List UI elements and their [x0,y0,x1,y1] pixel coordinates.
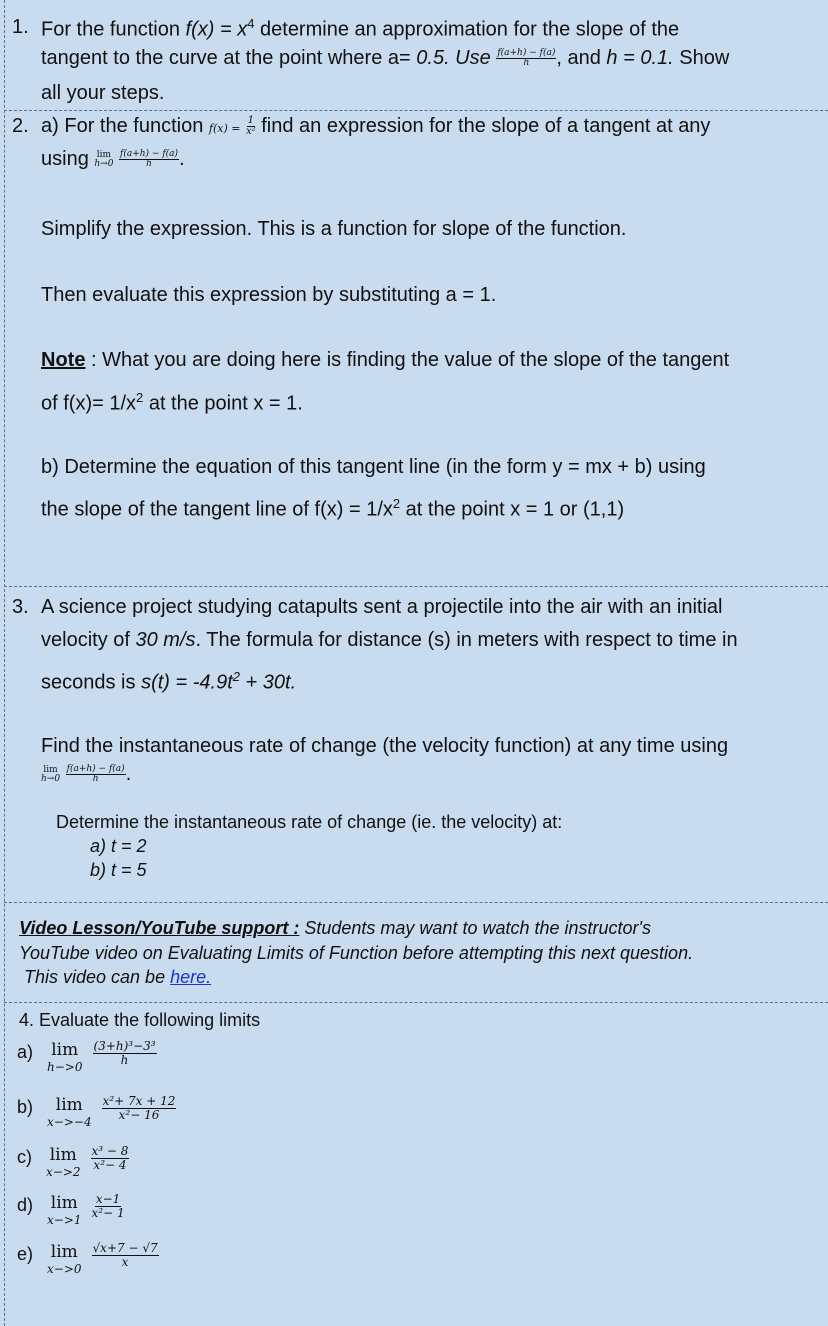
video-line3: This video can be here. [24,967,212,987]
video-line2: YouTube video on Evaluating Limits of Function before attempting this next question. [19,943,694,963]
divider-q2 [4,586,828,587]
limit-label: e) [17,1244,34,1264]
limit-item-e [17,1242,159,1275]
limit-label: b) [17,1097,34,1117]
limit-label: a) [17,1042,34,1062]
limit-operator: lim x−>1 [47,1193,82,1227]
q1-line3: all your steps. [41,82,165,104]
limit-item-c [17,1145,129,1178]
left-dashed-border [4,0,5,1326]
q3-part-b: b) t = 5 [90,860,147,880]
q2b-line1: b) Determine the equation of this tangent line (in the form y = mx + b) using [41,456,706,478]
video-here-link[interactable]: here. [170,967,212,987]
limit-expression: $\frac{√x+7 - √7}{x}$ [92,1241,158,1269]
q2-line1: a) For the function f(x) = $\frac{1}{\text{x²}}$ find an expression for the slope of a tangent at any [41,114,711,138]
q3-limit: lim h→0 [41,764,61,784]
divider-q1 [4,110,828,111]
divider-q3 [4,902,828,903]
limit-expression: $\frac{\text{x³ − 8}}{\text{x²− 4}}$ [91,1144,129,1172]
limit-operator: lim x−>−4 [47,1095,92,1129]
limit-operator: lim h−>0 [47,1040,83,1074]
limit-expression: $\frac{\text{(3+h)³−3³}}{h}$ [93,1039,156,1067]
q3-determine: Determine the instantaneous rate of change (ie. the velocity) at: [56,812,563,832]
limit-label: c) [17,1147,32,1167]
limit-item-b [17,1095,176,1128]
q2-note-line1: Note : What you are doing here is finding the value of the slope of the tangent [41,349,730,371]
limit-item-d [17,1193,125,1226]
divider-video [4,1002,828,1003]
q3-part-a: a) t = 2 [90,836,147,856]
q2-limit: lim h→0 [94,149,114,169]
q2-difference-quotient: $\frac{f(a+h) - f(a)}{h}$ [120,148,179,170]
q2-simplify: Simplify the expression. This is a function for slope of the function. [41,218,627,240]
q2-using-line: using lim h→0 $\frac{f(a+h) - f(a)}{h}$ . [41,148,185,170]
limit-operator: lim x−>2 [46,1145,81,1179]
q2-reciprocal-fraction: $\frac{1}{\text{x²}}$ [246,114,256,138]
q2-evaluate: Then evaluate this expression by substituting a = 1. [41,284,497,306]
q3-find: Find the instantaneous rate of change (the velocity function) at any time using [41,735,729,757]
limit-expression: $\frac{\text{x²+ 7x + 12}}{\text{x²− 16}}$ [102,1094,176,1122]
limit-expression: $\frac{x-1}{\text{x²− 1}}$ [91,1192,125,1220]
q4-title: 4. Evaluate the following limits [19,1010,261,1030]
video-line1: Video Lesson/YouTube support : Students may want to watch the instructor's [19,918,651,938]
q3-difference-quotient: $\frac{f(a+h) - f(a)}{h}$ [66,763,125,785]
q3-line3: seconds is $s(t) = -4.9t^2 + 30t$. [41,669,297,694]
q2-note-line2: of $f(x)= 1/x^2$ at the point x = 1. [41,390,303,415]
q3-line1: A science project studying catapults sent a projectile into the air with an initial [41,596,723,618]
q1-difference-quotient: $\frac{f(a+h) - f(a)}{h}$ [497,47,556,69]
q2-number: 2. [12,115,29,137]
q2b-line2: the slope of the tangent line of $f(x) = 1/x^2$ at the point x = 1 or (1,1) [41,496,625,521]
limit-item-a [17,1040,157,1073]
q1-line1: For the function $f(x) = x^4$ determine an approximation for the slope of the [41,16,680,41]
q1-number: 1. [12,16,29,38]
limit-operator: lim x−>0 [47,1242,82,1276]
q3-limit-line: lim h→0 $\frac{f(a+h) - f(a)}{h}$ . [41,763,132,785]
q3-line2: velocity of 30 m/s. The formula for distance (s) in meters with respect to time in [41,629,738,651]
q1-line2: tangent to the curve at the point where a= 0.5. Use $\frac{f(a+h) - f(a)}{h}$ , and h = 0.1. Show [41,47,730,69]
q3-number: 3. [12,596,29,618]
limit-label: d) [17,1195,34,1215]
